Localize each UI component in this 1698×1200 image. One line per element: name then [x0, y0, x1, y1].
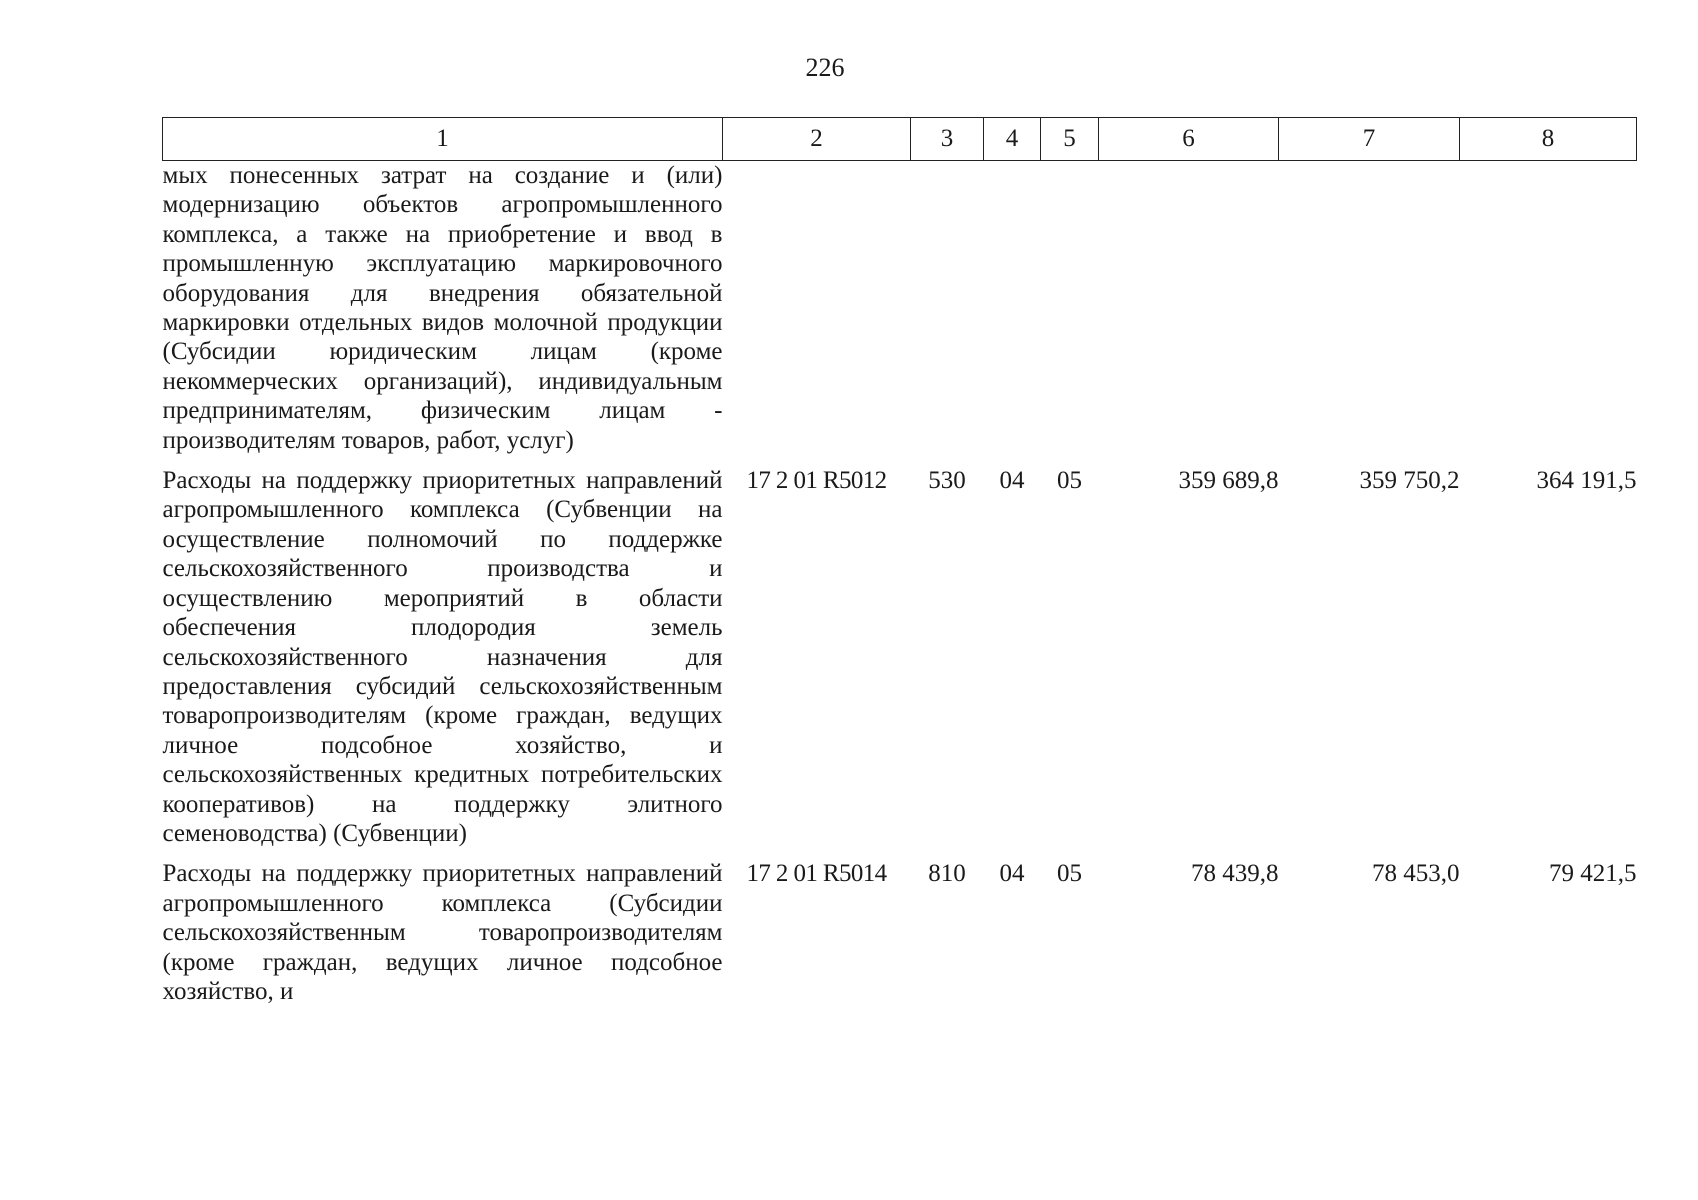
row-amount-6: 359 689,8: [1178, 467, 1279, 495]
row-amount-7: [1279, 161, 1460, 467]
column-header-6: 6: [1099, 118, 1279, 161]
row-subsection: 05: [1057, 467, 1082, 495]
row-amount-8: 79 421,5: [1549, 860, 1637, 888]
column-header-5: 5: [1041, 118, 1099, 161]
row-subsection: [1041, 161, 1099, 467]
row-description: мых понесенных затрат на создание и (или) модернизацию объектов агропромышленного комплекса, а также на приобретение и ввод в промышленную эксплуатацию маркировочного оборудования для внедрения обязательной маркировки отдельных видов молочной продукции (Субсидии юридическим лицам (кроме некоммерческих организаций), индивидуальным предпринимателям, физическим лицам - производителям товаров, работ, услуг): [162, 162, 723, 454]
row-section: 04: [999, 467, 1025, 495]
row-amount-6: [1099, 161, 1279, 467]
row-description: Расходы на поддержку приоритетных направлений агропромышленного комплекса (Субвенции на осуществление полномочий по поддержке сельскохозяйственного производства и осуществлению мероприятий в области обеспечения плодородия земель сельскохозяйственного назначения для предоставления субсидий сельскохозяйственным товаропроизводителям (кроме граждан, ведущих личное подсобное хозяйство, и сельскохозяйственных кредитных потребительских кооперативов) на поддержку элитного семеноводства) (Субвенции): [162, 467, 723, 847]
table-row: [163, 161, 1637, 467]
row-subsection: 05: [1057, 860, 1082, 888]
column-header-7: 7: [1279, 118, 1460, 161]
column-header-4: 4: [984, 118, 1041, 161]
row-amount-8: [1460, 161, 1637, 467]
budget-table: [162, 117, 1637, 1017]
row-expense-type: 530: [928, 467, 966, 495]
column-header-1: 1: [163, 118, 723, 161]
row-expense-type: 810: [928, 860, 966, 888]
row-description: Расходы на поддержку приоритетных направлений агропромышленного комплекса (Субсидии сельскохозяйственным товаропроизводителям (кроме граждан, ведущих личное подсобное хозяйство, и: [162, 860, 723, 1005]
table-row: [163, 466, 1637, 859]
column-header-3: 3: [911, 118, 984, 161]
row-amount-6: 78 439,8: [1191, 860, 1279, 888]
row-target-code: 17 2 01 R5012: [746, 467, 887, 495]
table-header-row: [163, 118, 1637, 161]
page-number: 226: [805, 53, 845, 82]
column-header-2: 2: [723, 118, 911, 161]
row-section: [984, 161, 1041, 467]
column-header-8: 8: [1460, 118, 1637, 161]
table-row: [163, 859, 1637, 1017]
row-amount-7: 359 750,2: [1359, 467, 1460, 495]
row-target-code: 17 2 01 R5014: [746, 860, 887, 888]
row-amount-7: 78 453,0: [1372, 860, 1460, 888]
row-amount-8: 364 191,5: [1536, 467, 1637, 495]
row-expense-type: [911, 161, 984, 467]
row-section: 04: [999, 860, 1025, 888]
row-target-code: [723, 161, 911, 467]
